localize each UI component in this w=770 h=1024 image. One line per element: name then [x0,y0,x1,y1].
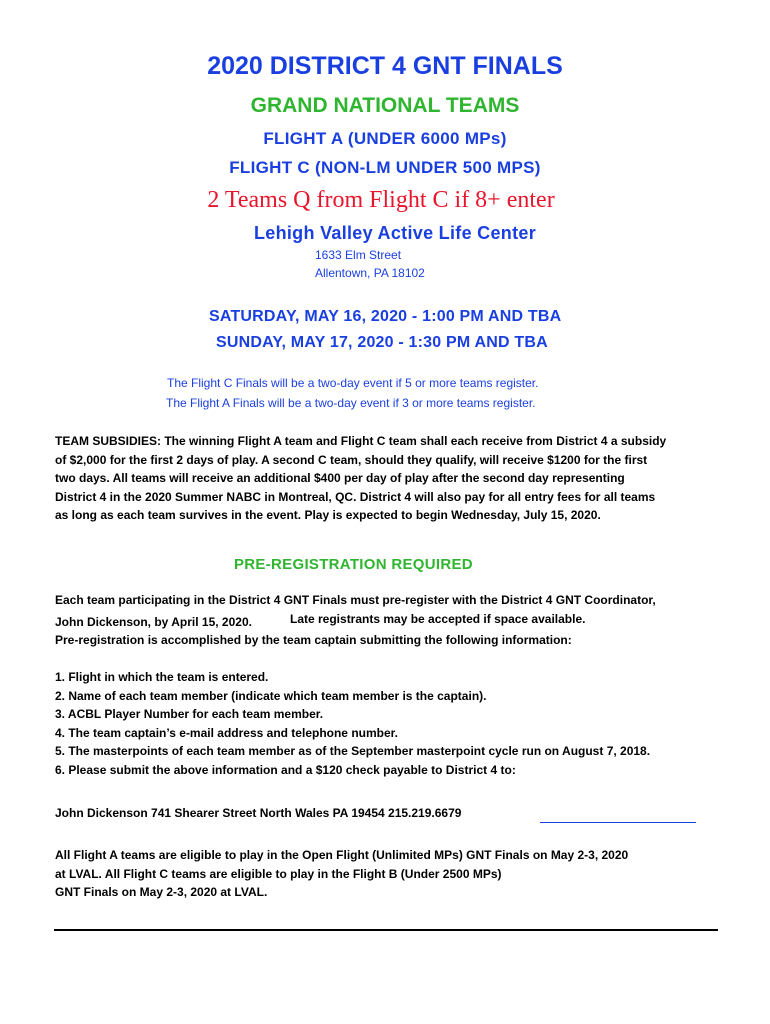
bottom-divider [54,929,718,931]
eligibility-line: GNT Finals on May 2-3, 2020 at LVAL. [55,885,268,899]
subsidies-line: two days. All teams will receive an additional $400 per day of play after the second day representing [55,471,625,485]
list-item: 1. Flight in which the team is entered. [55,670,269,684]
required-info-list [55,668,650,779]
flight-a-heading: FLIGHT A (UNDER 6000 MPs) [263,129,507,148]
preregistration-line-3: Pre-registration is accomplished by the team captain submitting the following information: [55,633,572,647]
flight-c-heading: FLIGHT C (NON-LM UNDER 500 MPS) [229,158,541,177]
subsidies-line: of $2,000 for the first 2 days of play. A second C team, should they qualify, will receive $1200 for the first [55,452,648,467]
subsidies-line: TEAM SUBSIDIES: The winning Flight A team and Flight C team shall each receive from District 4 a subsidy [55,434,667,448]
sunday-schedule: SUNDAY, MAY 17, 2020 - 1:30 PM AND TBA [216,334,548,351]
venue-street: 1633 Elm Street [315,248,402,262]
qualifier-note: 2 Teams Q from Flight C if 8+ enter [207,187,555,213]
preregistration-deadline: John Dickenson, by April 15, 2020. [55,615,252,629]
list-item: 4. The team captain’s e-mail address and telephone number. [55,725,398,740]
list-item: 6. Please submit the above information and a $120 check payable to District 4 to: [55,762,516,777]
venue-name: Lehigh Valley Active Life Center [253,223,537,243]
list-item: 3. ACBL Player Number for each team member. [55,707,324,721]
venue-city: Allentown, PA 18102 [315,266,425,280]
preregistration-line-1: Each team participating in the District 4 GNT Finals must pre-register with the District 4 GNT Coordinator, [55,593,656,607]
page-subtitle: GRAND NATIONAL TEAMS [250,94,520,117]
eligibility-paragraph [55,846,628,902]
eligibility-line: All Flight A teams are eligible to play in the Open Flight (Unlimited MPs) GNT Finals on May 2-3, 2020 [55,848,629,862]
flight-c-two-day-note: The Flight C Finals will be a two-day event if 5 or more teams register. [167,376,539,390]
flight-a-two-day-note: The Flight A Finals will be a two-day event if 3 or more teams register. [166,396,536,410]
signature-underline [540,822,696,823]
contact-address: John Dickenson 741 Shearer Street North Wales PA 19454 215.219.6679 [55,806,462,820]
saturday-schedule: SATURDAY, MAY 16, 2020 - 1:00 PM AND TBA [209,308,562,325]
late-registrants-note: Late registrants may be accepted if space available. [290,612,586,626]
list-item: 2. Name of each team member (indicate which team member is the captain). [55,688,487,703]
subsidies-line: as long as each team survives in the event. Play is expected to begin Wednesday, July 15, 2020. [55,508,601,522]
list-item: 5. The masterpoints of each team member as of the September masterpoint cycle run on August 7, 2018. [55,744,651,758]
subsidies-paragraph [55,432,666,525]
eligibility-line: at LVAL. All Flight C teams are eligible to play in the Flight B (Under 2500 MPs) [55,866,502,881]
subsidies-line: District 4 in the 2020 Summer NABC in Montreal, QC. District 4 will also pay for all entry fees for all teams [55,489,656,504]
preregistration-heading: PRE-REGISTRATION REQUIRED [234,556,473,573]
page-title: 2020 DISTRICT 4 GNT FINALS [207,52,563,80]
